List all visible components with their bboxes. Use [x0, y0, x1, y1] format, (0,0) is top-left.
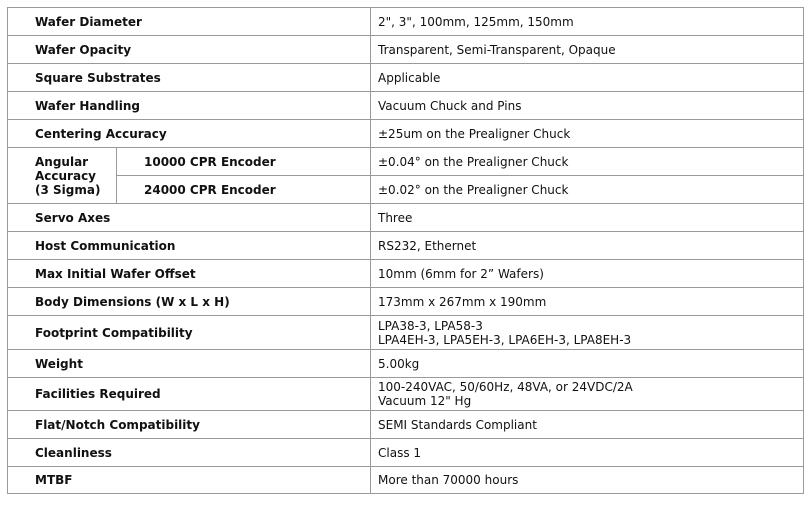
sub-row-label: 24000 CPR Encoder [117, 176, 371, 204]
row-value [371, 316, 804, 350]
specifications-table [7, 7, 804, 494]
row-value: 173mm x 267mm x 190mm [371, 288, 804, 316]
row-value: Class 1 [371, 439, 804, 467]
table-row [8, 92, 804, 120]
row-value: 2", 3", 100mm, 125mm, 150mm [371, 8, 804, 36]
row-label: Centering Accuracy [8, 120, 371, 148]
value-line: LPA4EH-3, LPA5EH-3, LPA6EH-3, LPA8EH-3 [378, 332, 632, 347]
table-row [8, 260, 804, 288]
row-value: SEMI Standards Compliant [371, 411, 804, 439]
table-row [8, 36, 804, 64]
row-value: ±0.02° on the Prealigner Chuck [371, 176, 804, 204]
row-label: Wafer Diameter [8, 8, 371, 36]
row-label: Footprint Compatibility [8, 316, 371, 350]
table-row [8, 64, 804, 92]
table-row [8, 467, 804, 494]
row-label: Facilities Required [8, 378, 371, 411]
table-row [8, 439, 804, 467]
label-line: (3 Sigma) [35, 182, 101, 197]
row-value: More than 70000 hours [371, 467, 804, 494]
row-value: ±25um on the Prealigner Chuck [371, 120, 804, 148]
row-label: Host Communication [8, 232, 371, 260]
table-row [8, 288, 804, 316]
table-row [8, 204, 804, 232]
row-label: Weight [8, 350, 371, 378]
table-row [8, 120, 804, 148]
row-label: Flat/Notch Compatibility [8, 411, 371, 439]
label-line: Accuracy [35, 168, 97, 183]
table-row [8, 148, 804, 176]
table-row [8, 378, 804, 411]
table-row [8, 176, 804, 204]
table-row [8, 411, 804, 439]
row-value: Three [371, 204, 804, 232]
row-label: Cleanliness [8, 439, 371, 467]
table-row [8, 316, 804, 350]
label-line: Angular [35, 154, 89, 169]
table-row [8, 232, 804, 260]
row-value: RS232, Ethernet [371, 232, 804, 260]
row-label: Servo Axes [8, 204, 371, 232]
row-label: Body Dimensions (W x L x H) [8, 288, 371, 316]
value-line: 100-240VAC, 50/60Hz, 48VA, or 24VDC/2A [378, 380, 633, 394]
row-label: Wafer Opacity [8, 36, 371, 64]
row-value: Transparent, Semi-Transparent, Opaque [371, 36, 804, 64]
row-label: MTBF [8, 467, 371, 494]
row-value: 5.00kg [371, 350, 804, 378]
sub-row-label: 10000 CPR Encoder [117, 148, 371, 176]
table-row [8, 8, 804, 36]
value-line: LPA38-3, LPA58-3 [378, 318, 483, 333]
row-value [371, 378, 804, 411]
angular-accuracy-label [8, 148, 117, 204]
value-line: Vacuum 12" Hg [378, 394, 472, 408]
row-label: Wafer Handling [8, 92, 371, 120]
row-label: Max Initial Wafer Offset [8, 260, 371, 288]
table-row [8, 350, 804, 378]
row-value: ±0.04° on the Prealigner Chuck [371, 148, 804, 176]
row-value: 10mm (6mm for 2” Wafers) [371, 260, 804, 288]
row-value: Vacuum Chuck and Pins [371, 92, 804, 120]
row-value: Applicable [371, 64, 804, 92]
row-label: Square Substrates [8, 64, 371, 92]
